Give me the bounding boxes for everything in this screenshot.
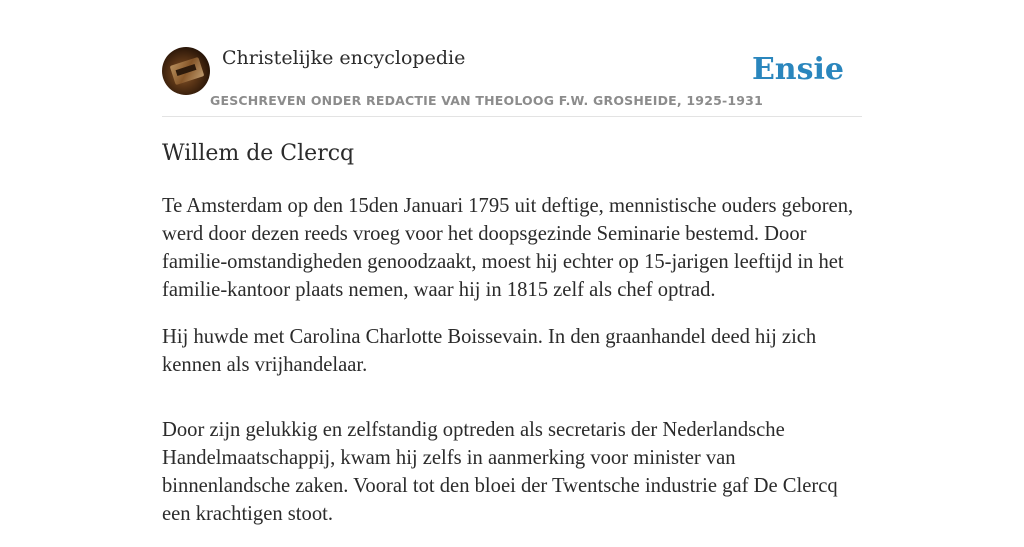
site-tagline: GESCHREVEN ONDER REDACTIE VAN THEOLOOG F.W. GROSHEIDE, 1925-1931	[210, 93, 763, 108]
site-name-link[interactable]: Christelijke encyclopedie	[222, 47, 466, 69]
ensie-logo[interactable]: Ensie	[751, 52, 844, 87]
article-paragraph: Hij huwde met Carolina Charlotte Boissevain. In den graanhandel deed hij zich kennen als vrijhandelaar.	[162, 326, 817, 376]
article-body	[162, 192, 866, 547]
encyclopedia-avatar[interactable]	[162, 47, 210, 95]
article-paragraph: Door zijn gelukkig en zelfstandig optreden als secretaris der Nederlandsche Handelmaatschappij, kwam hij zelfs in aanmerking voor minister van binnenlandsche zaken. Vooral tot den bloei der Twentsche industrie gaf De Clercq een krachtigen stoot.	[162, 419, 838, 525]
article-title: Willem de Clercq	[162, 141, 355, 166]
site-header	[162, 46, 862, 117]
article-paragraph: Te Amsterdam op den 15den Januari 1795 uit deftige, mennistische ouders geboren, werd door dezen reeds vroeg voor het doopsgezinde Seminarie bestemd. Door familie-omstandigheden genoodzaakt, moest hij echter op 15-jarigen leeftijd in het familie-kantoor plaats nemen, waar hij in 1815 zelf als chef optrad.	[162, 195, 854, 301]
